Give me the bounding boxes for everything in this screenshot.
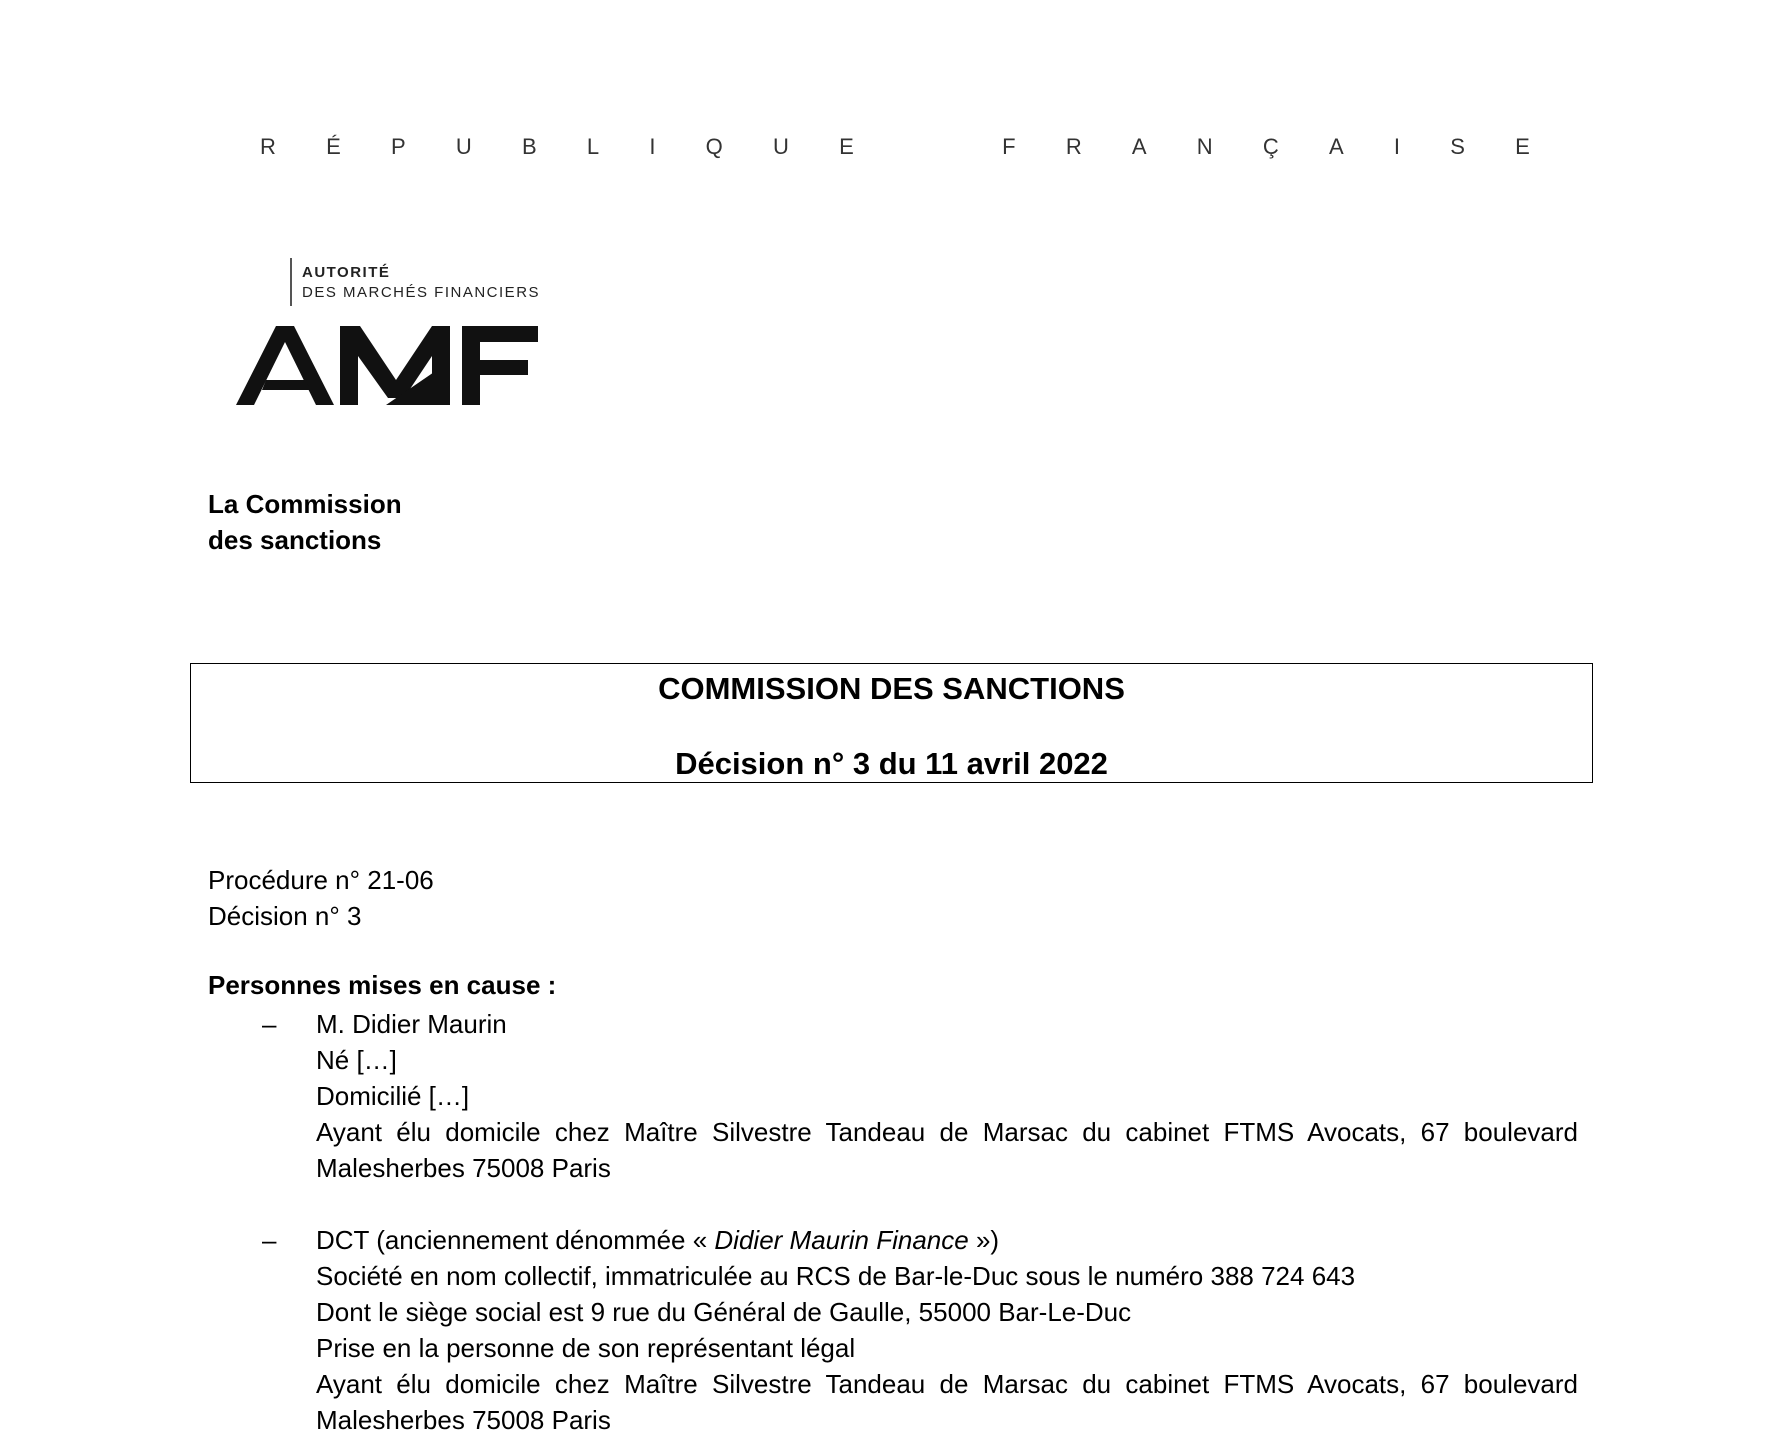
- commission-label: [208, 486, 402, 558]
- header-letter: E: [839, 134, 854, 159]
- header-letter: I: [649, 134, 656, 159]
- header-letter: R: [1065, 134, 1082, 159]
- decision-subtitle: Décision n° 3 du 11 avril 2022: [675, 746, 1108, 781]
- amf-logo: [236, 258, 586, 418]
- header-letter: A: [1328, 134, 1344, 159]
- header-letter: S: [1450, 134, 1465, 159]
- header-letter: Ç: [1262, 134, 1279, 159]
- logo-line-marches: DES MARCHÉS FINANCIERS: [302, 284, 541, 301]
- procedure-info: [208, 862, 434, 934]
- person-elected-domicile: Ayant élu domicile chez Maître Silvestre Tandeau de Marsac du cabinet FTMS Avocats, 67 boulevard Malesherbes 75008 Paris: [316, 1117, 1578, 1183]
- person-item: [262, 1006, 1578, 1186]
- company-name: [316, 1222, 1578, 1258]
- person-details: [316, 1006, 1578, 1186]
- procedure-number: Procédure n° 21-06: [208, 865, 434, 895]
- header-letter: F: [1002, 134, 1016, 159]
- header-letter: Q: [705, 134, 723, 159]
- dash-bullet: –: [262, 1225, 277, 1255]
- company-seat: Dont le siège social est 9 rue du Général de Gaulle, 55000 Bar-Le-Duc: [316, 1297, 1132, 1327]
- header-letter: L: [586, 134, 600, 159]
- company-name-suffix: »): [968, 1225, 1000, 1255]
- decision-title-box: [190, 663, 1593, 783]
- header-letter: N: [1196, 134, 1213, 159]
- header-letter: B: [521, 134, 537, 159]
- dash-bullet: –: [262, 1009, 277, 1039]
- header-letter: I: [1393, 134, 1400, 159]
- republique-francaise-header: [260, 134, 1530, 160]
- commission-line-2: des sanctions: [208, 525, 382, 555]
- person-name: M. Didier Maurin: [316, 1009, 507, 1039]
- logo-divider: [290, 258, 292, 306]
- amf-logo-icon: [236, 318, 576, 418]
- header-letter: É: [326, 134, 341, 159]
- company-name-prefix: DCT (anciennement dénommée «: [316, 1225, 715, 1255]
- header-letter: U: [772, 134, 789, 159]
- company-representative: Prise en la personne de son représentant légal: [316, 1333, 856, 1363]
- company-former-name: Didier Maurin Finance: [714, 1225, 969, 1255]
- header-letter: U: [455, 134, 472, 159]
- logo-line-autorite: AUTORITÉ: [302, 264, 391, 281]
- company-registration: Société en nom collectif, immatriculée au RCS de Bar-le-Duc sous le numéro 388 724 643: [316, 1261, 1356, 1291]
- company-elected-domicile: Ayant élu domicile chez Maître Silvestre Tandeau de Marsac du cabinet FTMS Avocats, 67 boulevard Malesherbes 75008 Paris: [316, 1369, 1578, 1435]
- person-domicile: Domicilié […]: [316, 1081, 470, 1111]
- persons-heading: Personnes mises en cause :: [208, 970, 557, 1000]
- header-letter: P: [390, 134, 406, 159]
- decision-number: Décision n° 3: [208, 901, 362, 931]
- header-letter: R: [260, 134, 276, 159]
- person-born: Né […]: [316, 1045, 397, 1075]
- commission-line-1: La Commission: [208, 489, 402, 519]
- decision-title: COMMISSION DES SANCTIONS: [658, 671, 1125, 706]
- header-letter: A: [1131, 134, 1147, 159]
- header-letter: E: [1515, 134, 1530, 159]
- person-details: [316, 1222, 1578, 1438]
- person-item: [262, 1222, 1578, 1438]
